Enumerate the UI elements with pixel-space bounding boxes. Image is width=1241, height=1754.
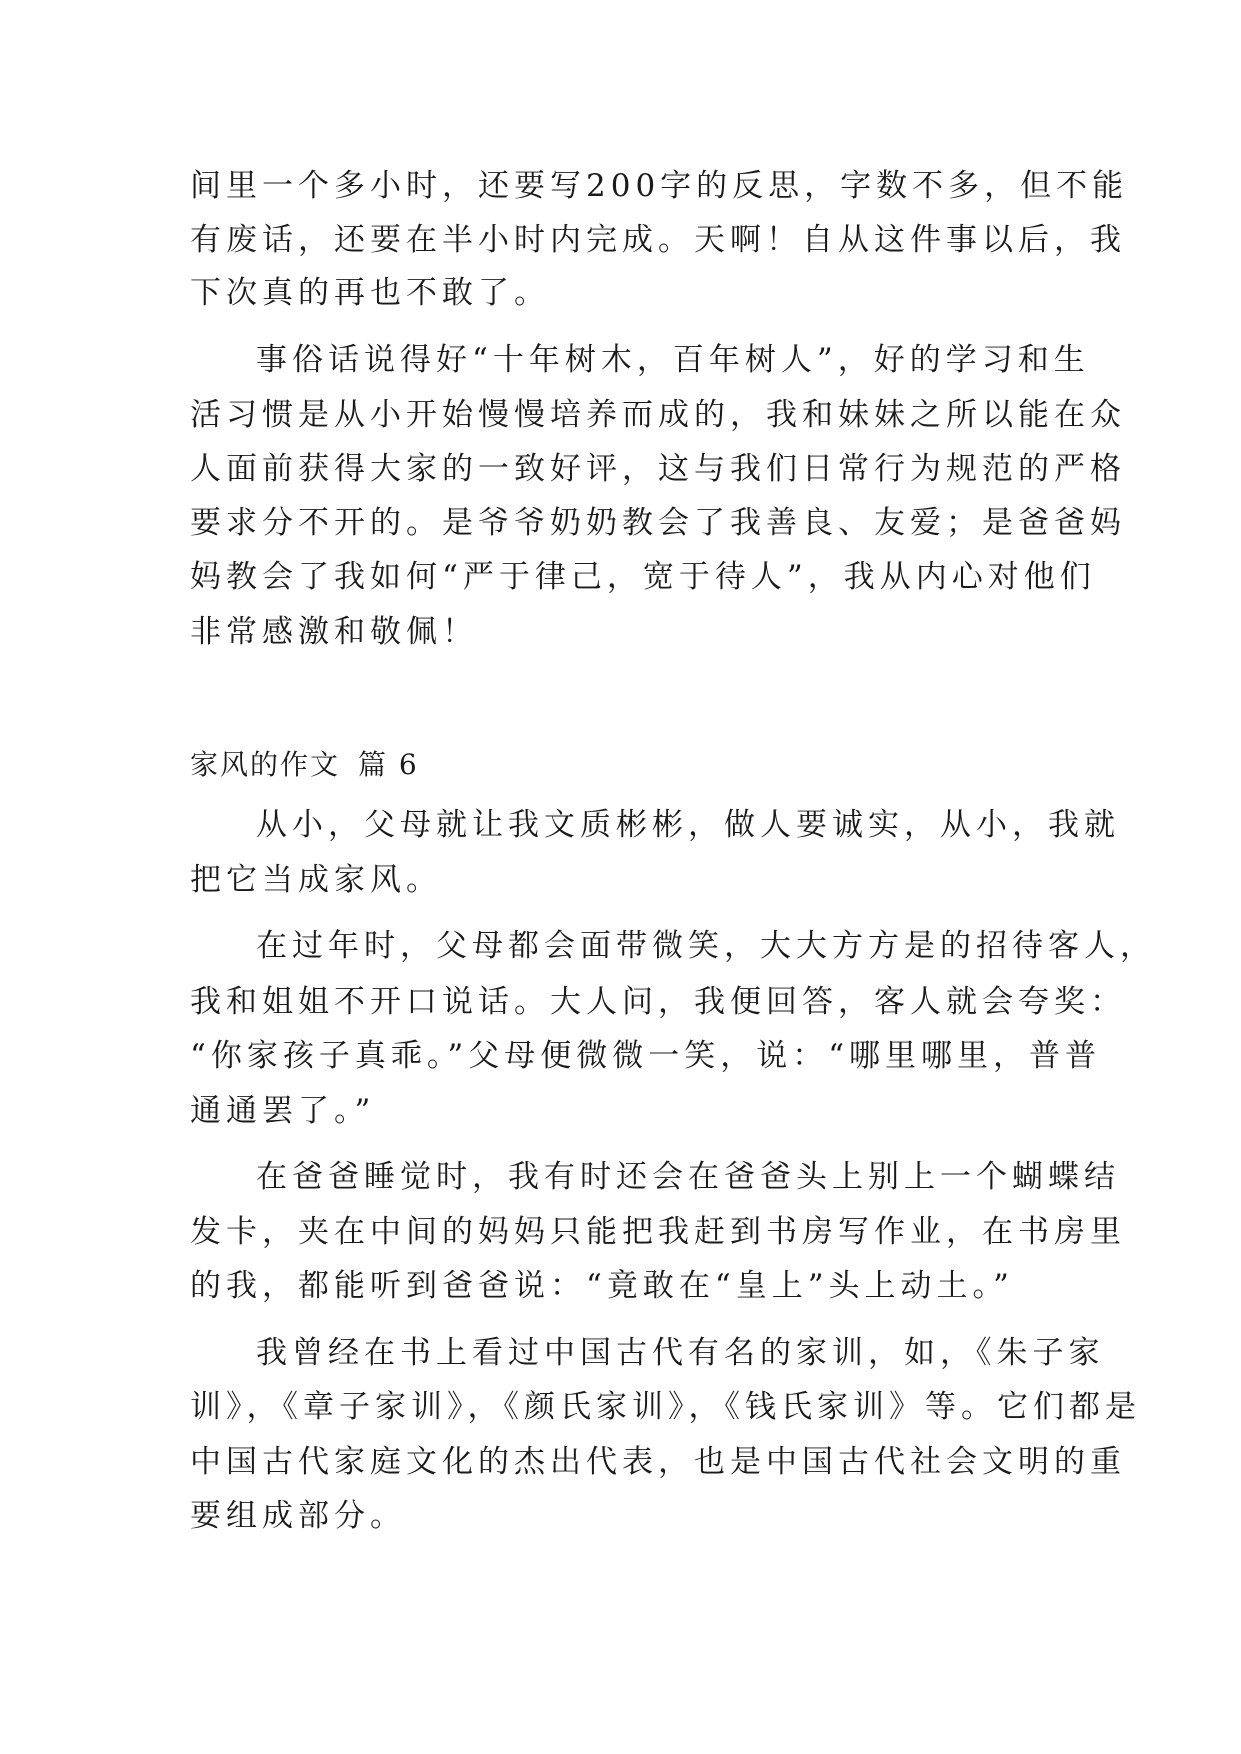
text-line: 中国古代家庭文化的杰出代表，也是中国古代社会文明的重 bbox=[190, 1444, 1126, 1480]
text-line: 人面前获得大家的一致好评，这与我们日常行为规范的严格 bbox=[190, 451, 1126, 487]
text-line: 妈教会了我如何“严于律己，宽于待人”，我从内心对他们 bbox=[190, 559, 1096, 595]
text-line: 有废话，还要在半小时内完成。天啊！自从这件事以后，我 bbox=[190, 222, 1126, 258]
text-line: 的我，都能听到爸爸说：“竟敢在“皇上”头上动土。” bbox=[190, 1268, 1014, 1304]
text-line: 要组成部分。 bbox=[190, 1498, 406, 1534]
text-line: 在爸爸睡觉时，我有时还会在爸爸头上别上一个蝴蝶结 bbox=[256, 1159, 1120, 1195]
text-line: 在过年时，父母都会面带微笑，大大方方是的招待客人， bbox=[256, 928, 1156, 964]
text-line: “你家孩子真乖。”父母便微微一笑，说：“哪里哪里，普普 bbox=[190, 1038, 1102, 1074]
section-title: 家风的作文 bbox=[190, 748, 341, 781]
text-line: 事俗话说得好“十年树木，百年树人”，好的学习和生 bbox=[256, 342, 1090, 378]
text-line: 下次真的再也不敢了。 bbox=[190, 275, 550, 311]
text-line: 通通罢了。” bbox=[190, 1093, 376, 1129]
text-line: 从小，父母就让我文质彬彬，做人要诚实，从小，我就 bbox=[256, 807, 1120, 843]
section-number: 篇 6 bbox=[358, 748, 419, 781]
text-line: 非常感激和敬佩！ bbox=[190, 614, 478, 650]
text-line: 活习惯是从小开始慢慢培养而成的，我和妹妹之所以能在众 bbox=[190, 397, 1126, 433]
section-heading bbox=[190, 745, 419, 785]
text-line: 把它当成家风。 bbox=[190, 862, 442, 898]
text-line: 发卡，夹在中间的妈妈只能把我赶到书房写作业，在书房里 bbox=[190, 1214, 1126, 1250]
text-line: 训》，《章子家训》，《颜氏家训》，《钱氏家训》等。它们都是 bbox=[190, 1389, 1141, 1425]
text-line: 要求分不开的。是爷爷奶奶教会了我善良、友爱；是爸爸妈 bbox=[190, 505, 1126, 541]
text-line: 间里一个多小时，还要写200字的反思，字数不多，但不能 bbox=[190, 168, 1129, 204]
text-line: 我和姐姐不开口说话。大人问，我便回答，客人就会夸奖： bbox=[190, 984, 1126, 1020]
text-line: 我曾经在书上看过中国古代有名的家训，如，《朱子家 bbox=[256, 1335, 1105, 1371]
